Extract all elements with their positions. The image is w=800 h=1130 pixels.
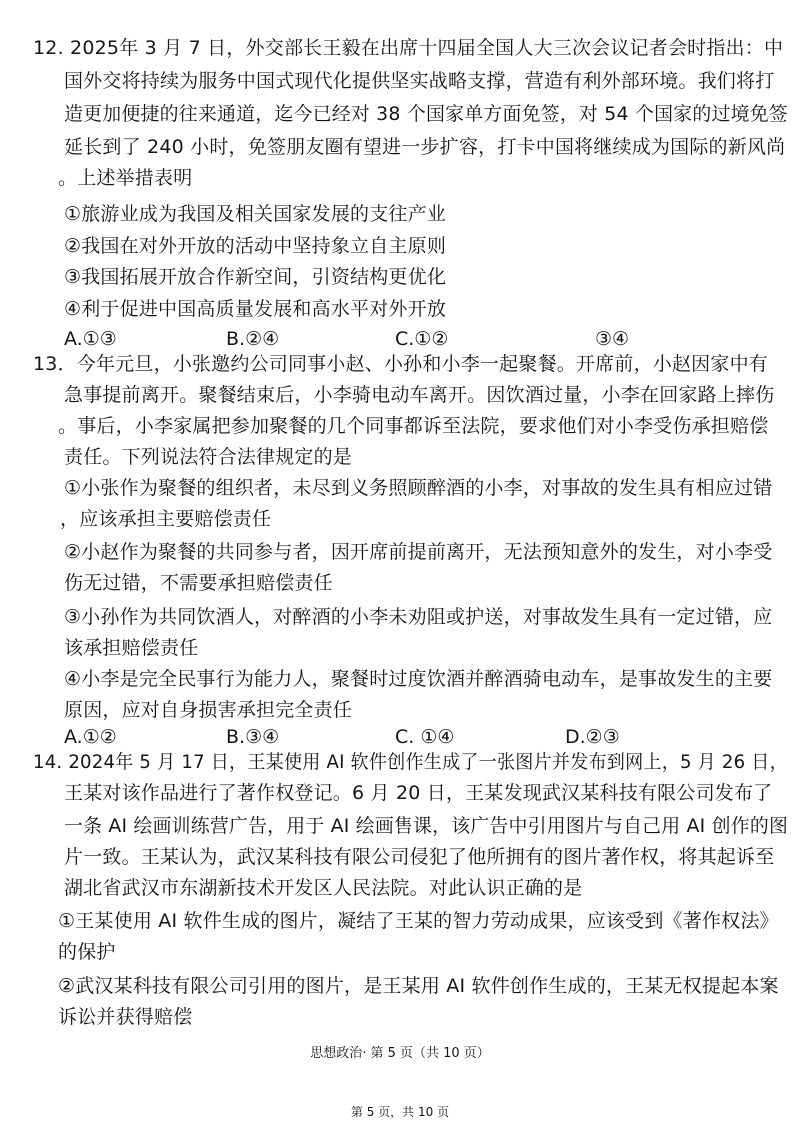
q14-statement-1: ①王某使用 AI 软件生成的图片，凝结了王某的智力劳动成果，应该受到《著作权法》: [58, 910, 779, 932]
q12-stem-line: 。上述举措表明: [58, 167, 193, 189]
q12-stem-line: 造更加便捷的往来通道，迄今已经对 38 个国家单方面免签，对 54 个国家的过境免签: [64, 103, 788, 125]
q14-stem-line: 湖北省武汉市东湖新技术开发区人民法院。对此认识正确的是: [64, 877, 583, 899]
q12-option-c: C.①②: [395, 328, 449, 350]
page-count-footer: 第 5 页，共 10 页: [350, 1105, 450, 1119]
q13-stem-line: 。事后，小李家属把参加聚餐的几个同事都诉至法院，要求他们对小李受伤承担赔偿: [58, 415, 769, 437]
q12-stem-line: 延长到了 240 小时，免签朋友圈有望进一步扩容，打卡中国将继续成为国际的新风尚: [64, 136, 786, 158]
q13-statement-3-cont: 该承担赔偿责任: [64, 637, 199, 659]
q12-stem-line: 12. 2025年 3 月 7 日，外交部长王毅在出席十四届全国人大三次会议记者会时指出：中: [33, 37, 784, 59]
q13-statement-2: ②小赵作为聚餐的共同参与者，因开席前提前离开，无法预知意外的发生，对小李受: [64, 541, 773, 563]
q13-statement-4-cont: 原因，应对自身损害承担完全责任: [64, 699, 353, 721]
q14-stem-line: 王某对该作品进行了著作权登记。6 月 20 日，王某发现武汉某科技有限公司发布了: [64, 782, 773, 804]
q14-stem-line: 14. 2024年 5 月 17 日，王某使用 AI 软件创作生成了一张图片并发布到网上，5 月 26 日，: [33, 751, 788, 773]
q14-statement-2: ②武汉某科技有限公司引用的图片，是王某用 AI 软件创作生成的，王某无权提起本案: [58, 975, 779, 997]
q13-stem-line: 责任。下列说法符合法律规定的是: [64, 446, 353, 468]
q14-statement-2-cont: 诉讼并获得赔偿: [58, 1006, 193, 1028]
q13-statement-4: ④小李是完全民事行为能力人，聚餐时过度饮酒并醉酒骑电动车，是事故发生的主要: [64, 668, 773, 690]
q12-option-a: A.①③: [64, 328, 117, 350]
q13-statement-1-cont: ，应该承担主要赔偿责任: [60, 508, 272, 530]
q14-stem-line: 一条 AI 绘画训练营广告，用于 AI 绘画售课，该广告中引用图片与自己用 AI 创作的图: [64, 815, 789, 837]
q13-option-b: B.③④: [226, 726, 280, 748]
q13-option-d: D.②③: [565, 726, 620, 748]
q12-options: [0, 327, 800, 351]
q12-statement-1: ①旅游业成为我国及相关国家发展的支往产业: [64, 203, 447, 225]
q13-statement-2-cont: 伤无过错，不需要承担赔偿责任: [64, 572, 333, 594]
q14-stem-line: 片一致。王某认为，武汉某科技有限公司侵犯了他所拥有的图片著作权，将其起诉至: [64, 846, 775, 868]
q13-stem-line: 急事提前离开。聚餐结束后，小李骑电动车离开。因饮酒过量，小李在回家路上摔伤: [64, 384, 775, 406]
q12-statement-2: ②我国在对外开放的活动中坚持象立自主原则: [64, 235, 447, 257]
q12-stem-line: 国外交将持续为服务中国式现代化提供坚实战略支撑，营造有利外部环境。我们将打: [64, 70, 775, 92]
q13-stem-line: 13．今年元旦，小张邀约公司同事小赵、小孙和小李一起聚餐。开席前，小赵因家中有: [33, 353, 768, 375]
q13-option-a: A.①②: [64, 726, 117, 748]
q12-option-b: B.②④: [226, 328, 280, 350]
q12-statement-3: ③我国拓展开放合作新空间，引资结构更优化: [64, 266, 447, 288]
subject-page-footer: 思想政治· 第 5 页（共 10 页）: [310, 1046, 490, 1061]
q12-option-d: ③④: [595, 328, 630, 350]
q13-options: [0, 725, 800, 749]
q14-statement-1-cont: 的保护: [58, 941, 116, 963]
q13-statement-1: ①小张作为聚餐的组织者，未尽到义务照顾醉酒的小李，对事故的发生具有相应过错: [64, 477, 773, 499]
q12-statement-4: ④利于促进中国高质量发展和高水平对外开放: [64, 298, 447, 320]
q13-option-c: C. ①④: [395, 726, 455, 748]
q13-statement-3: ③小孙作为共同饮酒人，对醉酒的小李未劝阻或护送，对事故发生具有一定过错，应: [64, 606, 773, 628]
